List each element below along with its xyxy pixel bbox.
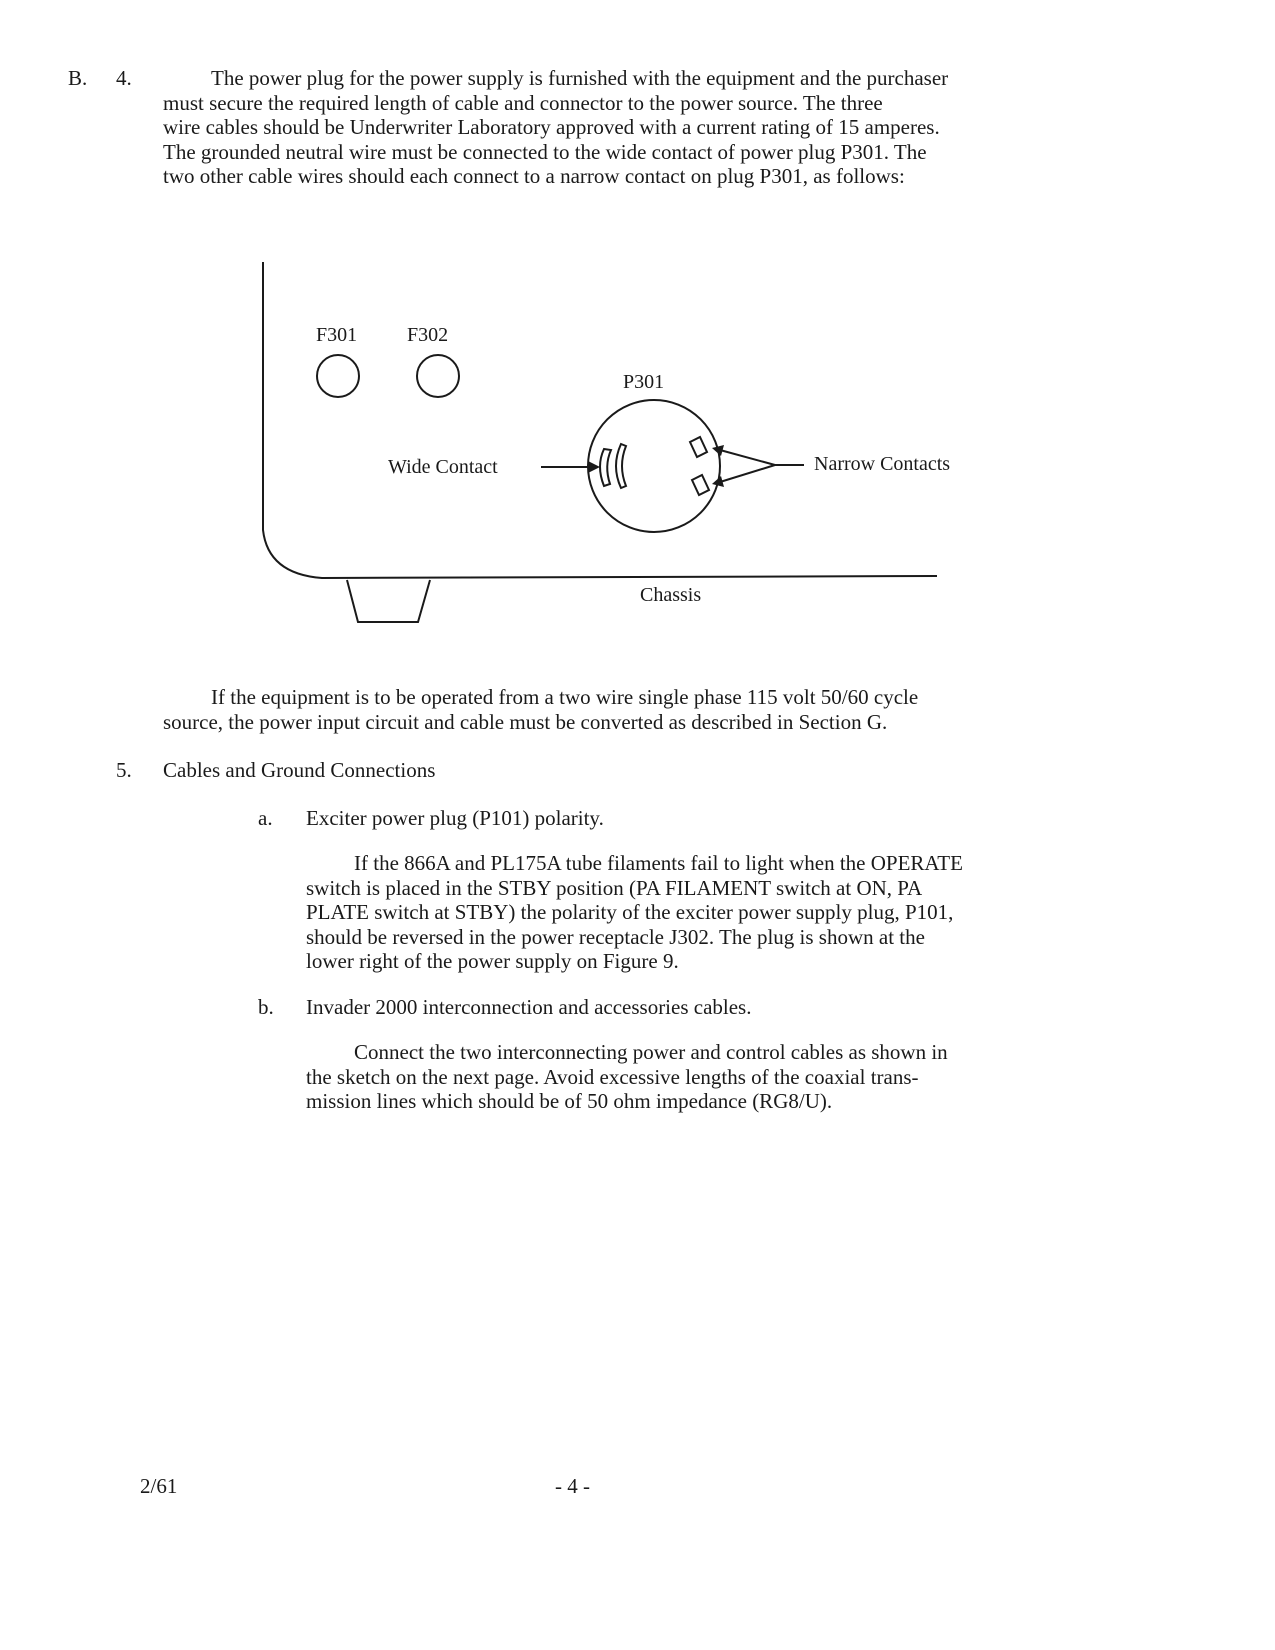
fuse-f302-circle	[417, 355, 459, 397]
paragraph-line: source, the power input circuit and cable must be converted as described in Section G.	[163, 709, 888, 734]
paragraph-line: the sketch on the next page. Avoid excessive lengths of the coaxial trans-	[306, 1064, 919, 1089]
wide-contact-blade	[600, 449, 611, 486]
fuse-f301-circle	[317, 355, 359, 397]
paragraph-line: should be reversed in the power receptacle J302. The plug is shown at the	[306, 924, 925, 949]
paragraph-line: switch is placed in the STBY position (PA FILAMENT switch at ON, PA	[306, 875, 923, 900]
paragraph-line: must secure the required length of cable and connector to the power source. The three	[163, 90, 883, 115]
paragraph-line: two other cable wires should each connect to a narrow contact on plug P301, as follows:	[163, 164, 905, 188]
paragraph-line: lower right of the power supply on Figure 9.	[306, 949, 679, 973]
chassis-foot	[347, 580, 430, 622]
narrow-contacts-label: Narrow Contacts	[814, 453, 951, 475]
paragraph-line: If the equipment is to be operated from a two wire single phase 115 volt 50/60 cycle	[211, 685, 919, 709]
item-number-4: 4.	[116, 66, 132, 90]
narrow-contact-lower	[692, 475, 709, 495]
paragraph-5a	[306, 851, 963, 974]
fuse-f301-label: F301	[316, 324, 358, 346]
item-5a-title: Exciter power plug (P101) polarity.	[306, 806, 604, 830]
item-5-title: Cables and Ground Connections	[163, 758, 436, 782]
item-5a-letter: a.	[258, 806, 273, 830]
paragraph-line: Connect the two interconnecting power and control cables as shown in	[354, 1040, 948, 1064]
paragraph-line: wire cables should be Underwriter Laboratory approved with a current rating of 15 amperes.	[163, 115, 940, 139]
paragraph-line: The power plug for the power supply is furnished with the equipment and the purchaser	[211, 66, 949, 90]
paragraph-line: If the 866A and PL175A tube filaments fail to light when the OPERATE	[354, 851, 963, 875]
footer-page-number: - 4 -	[555, 1474, 590, 1498]
fuse-f302-label: F302	[407, 324, 449, 346]
paragraph-line: The grounded neutral wire must be connected to the wide contact of power plug P301. The	[163, 139, 927, 164]
paragraph-line: mission lines which should be of 50 ohm impedance (RG8/U).	[306, 1089, 833, 1113]
wide-contact-label: Wide Contact	[388, 456, 498, 478]
chassis-label: Chassis	[640, 584, 702, 606]
plug-p301-label: P301	[623, 371, 665, 393]
wide-contact-arrowhead	[588, 461, 600, 473]
paragraph-5b	[306, 1040, 948, 1114]
paragraph-line: PLATE switch at STBY) the polarity of the exciter power supply plug, P101,	[306, 900, 954, 924]
chassis-outline	[263, 262, 937, 578]
ground-pin	[616, 444, 626, 488]
section-letter: B.	[68, 66, 88, 90]
narrow-contact-upper	[690, 437, 707, 457]
narrow-contacts-pointer-2	[720, 450, 775, 465]
footer-date: 2/61	[140, 1474, 178, 1498]
item-5-number: 5.	[116, 758, 132, 782]
paragraph-two-wire	[163, 685, 918, 734]
item-5b-letter: b.	[258, 995, 274, 1019]
item-5b-title: Invader 2000 interconnection and accessories cables.	[306, 995, 752, 1019]
narrow-contacts-pointer-3	[720, 465, 775, 482]
